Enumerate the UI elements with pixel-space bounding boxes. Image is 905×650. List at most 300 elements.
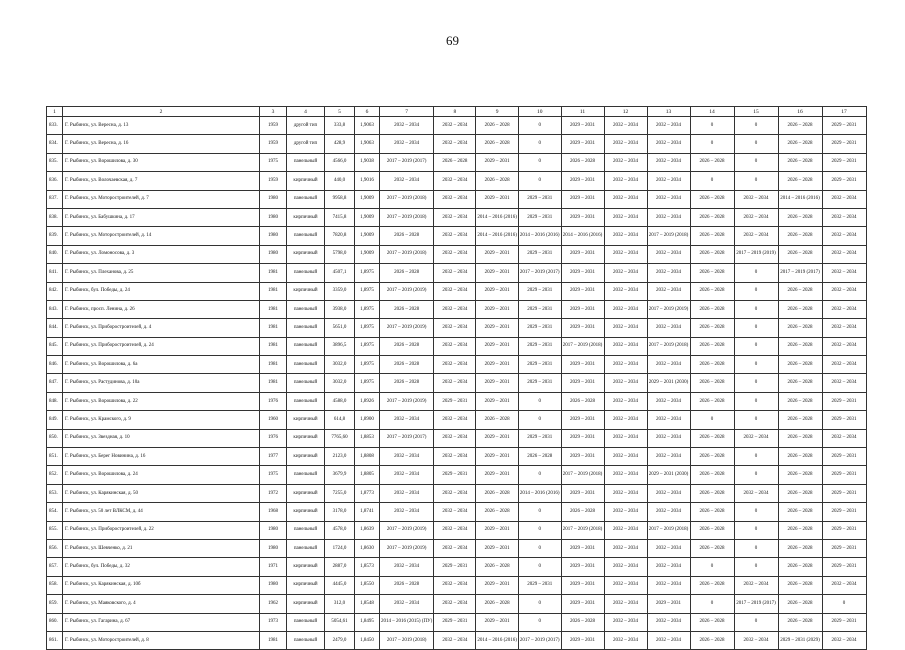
table-cell: 2032 – 2034 — [380, 448, 434, 466]
table-cell: 0 — [734, 539, 778, 557]
table-cell: 2026 – 2028 — [690, 503, 734, 521]
address-cell: Г. Рыбинск, ул. Вересна, д. 13 — [63, 117, 260, 135]
table-cell: 614,8 — [325, 411, 355, 429]
table-cell: 0 — [734, 264, 778, 282]
table-cell: 2032 – 2034 — [734, 576, 778, 594]
table-cell: панельный — [287, 227, 325, 245]
table-cell: 2032 – 2034 — [822, 337, 866, 355]
table-cell: 2032 – 2034 — [434, 227, 476, 245]
table-cell: кирпичный — [287, 411, 325, 429]
table-cell: 1,8975 — [355, 319, 380, 337]
table-cell: 2032 – 2034 — [647, 411, 690, 429]
column-header: 4 — [287, 107, 325, 117]
table-cell: 0 — [734, 135, 778, 153]
table-cell: 0 — [690, 558, 734, 576]
table-cell: панельный — [287, 319, 325, 337]
table-cell: 1,9063 — [355, 135, 380, 153]
table-cell: панельный — [287, 264, 325, 282]
table-cell: 1976 — [260, 392, 287, 410]
table-cell: 2029 – 2031 — [476, 282, 519, 300]
table-cell: 2032 – 2034 — [647, 319, 690, 337]
address-cell: Г. Рыбинск, бул. Победы, д. 24 — [63, 282, 260, 300]
row-number-cell: 841. — [47, 264, 63, 282]
table-cell: 2029 – 2031 — [476, 374, 519, 392]
table-cell: 2032 – 2034 — [434, 411, 476, 429]
column-header: 15 — [734, 107, 778, 117]
table-cell: 2029 – 2031 (2029) — [778, 631, 822, 649]
table-cell: 2029 – 2031 — [476, 613, 519, 631]
table-cell: 2029 – 2031 — [561, 595, 604, 613]
table-cell: панельный — [287, 337, 325, 355]
table-cell: 2026 – 2028 — [778, 484, 822, 502]
table-cell: 2029 – 2031 (2030) — [647, 466, 690, 484]
table-cell: 4507,1 — [325, 264, 355, 282]
table-cell: 2017 – 2019 (2018) — [380, 631, 434, 649]
table-cell: 2032 – 2034 — [434, 319, 476, 337]
row-number-cell: 839. — [47, 227, 63, 245]
table-cell: 2032 – 2034 — [647, 576, 690, 594]
address-cell: Г. Рыбинск, ул. Моторостроителей, д. 8 — [63, 631, 260, 649]
table-cell: 2026 – 2028 — [690, 613, 734, 631]
column-header: 13 — [647, 107, 690, 117]
table-cell: 2017 – 2019 (2019) — [647, 300, 690, 318]
table-cell: 3032,0 — [325, 374, 355, 392]
table-cell: 2032 – 2034 — [434, 356, 476, 374]
table-cell: 2029 – 2031 — [434, 392, 476, 410]
table-cell: 3938,0 — [325, 300, 355, 318]
table-cell: 2029 – 2031 — [476, 337, 519, 355]
table-row — [47, 245, 867, 263]
table-cell: 2026 – 2028 — [778, 300, 822, 318]
table-cell: 2032 – 2034 — [434, 208, 476, 226]
table-cell: 2026 – 2028 — [380, 337, 434, 355]
table-cell: 0 — [518, 135, 561, 153]
row-number-cell: 857. — [47, 558, 63, 576]
table-cell: 2026 – 2028 — [690, 448, 734, 466]
table-cell: 2026 – 2028 — [778, 356, 822, 374]
table-cell: 2032 – 2034 — [734, 631, 778, 649]
table-cell: 2026 – 2028 — [561, 153, 604, 171]
table-cell: 2029 – 2031 — [518, 374, 561, 392]
table-row — [47, 558, 867, 576]
table-cell: 2032 – 2034 — [604, 282, 647, 300]
table-cell: 2014 – 2016 (2016) — [778, 190, 822, 208]
table-row — [47, 172, 867, 190]
address-cell: Г. Рыбинск, ул. Моторостроителей, д. 7 — [63, 190, 260, 208]
table-cell: панельный — [287, 153, 325, 171]
table-cell: кирпичный — [287, 245, 325, 263]
table-cell: 2029 – 2031 — [561, 374, 604, 392]
table-cell: 2029 – 2031 (2030) — [647, 374, 690, 392]
table-cell: 0 — [518, 539, 561, 557]
table-cell: 2032 – 2034 — [822, 374, 866, 392]
table-cell: 1724,0 — [325, 539, 355, 557]
address-cell: Г. Рыбинск, ул. Моторостроителей, д. 14 — [63, 227, 260, 245]
table-cell: 333,8 — [325, 117, 355, 135]
table-cell: 2032 – 2034 — [434, 300, 476, 318]
table-cell: 0 — [518, 411, 561, 429]
table-cell: 2029 – 2031 — [822, 117, 866, 135]
table-cell: 2029 – 2031 — [518, 190, 561, 208]
table-cell: 0 — [734, 300, 778, 318]
table-row — [47, 190, 867, 208]
table-cell: 4588,0 — [325, 392, 355, 410]
table-cell: 1,8550 — [355, 576, 380, 594]
table-cell: 0 — [518, 466, 561, 484]
table-cell: 0 — [734, 172, 778, 190]
row-number-cell: 853. — [47, 484, 63, 502]
table-cell: 2017 – 2019 (2019) — [380, 539, 434, 557]
table-cell: 2017 – 2019 (2017) — [380, 429, 434, 447]
table-cell: 2026 – 2028 — [476, 172, 519, 190]
table-cell: 3896,5 — [325, 337, 355, 355]
table-cell: 4445,0 — [325, 576, 355, 594]
table-cell: 1981 — [260, 374, 287, 392]
table-cell: 2032 – 2034 — [647, 172, 690, 190]
table-cell: 2032 – 2034 — [822, 576, 866, 594]
table-cell: 7255,0 — [325, 484, 355, 502]
table-cell: 1980 — [260, 521, 287, 539]
table-cell: 2017 – 2019 (2019) — [380, 319, 434, 337]
table-cell: 2032 – 2034 — [380, 411, 434, 429]
table-cell: 1981 — [260, 264, 287, 282]
table-cell: 2032 – 2034 — [380, 558, 434, 576]
table-cell: 2032 – 2034 — [647, 503, 690, 521]
table-cell: 0 — [734, 392, 778, 410]
table-cell: кирпичный — [287, 503, 325, 521]
table-cell: 2029 – 2031 — [518, 356, 561, 374]
table-cell: 2032 – 2034 — [822, 356, 866, 374]
table-cell: 2026 – 2028 — [690, 245, 734, 263]
table-cell: 2026 – 2028 — [518, 448, 561, 466]
table-cell: 2032 – 2034 — [734, 208, 778, 226]
address-cell: Г. Рыбинск, ул. Ломоносова, д. 3 — [63, 245, 260, 263]
table-cell: 2029 – 2031 — [561, 245, 604, 263]
table-cell: 2017 – 2019 (2017) — [734, 595, 778, 613]
table-cell: 0 — [518, 172, 561, 190]
table-cell: 2026 – 2028 — [380, 300, 434, 318]
address-cell: Г. Рыбинск, ул. Карякинская, д. 10б — [63, 576, 260, 594]
table-cell: 1975 — [260, 153, 287, 171]
table-row — [47, 300, 867, 318]
table-cell: 2032 – 2034 — [604, 374, 647, 392]
table-cell: 0 — [734, 374, 778, 392]
table-cell: 3679,9 — [325, 466, 355, 484]
table-cell: 0 — [734, 337, 778, 355]
table-row — [47, 227, 867, 245]
table-cell: 2032 – 2034 — [604, 484, 647, 502]
table-cell: 2026 – 2028 — [690, 374, 734, 392]
table-cell: 1980 — [260, 539, 287, 557]
table-cell: 2032 – 2034 — [647, 282, 690, 300]
table-cell: 2032 – 2034 — [647, 153, 690, 171]
table-cell: 2032 – 2034 — [604, 337, 647, 355]
address-cell: Г. Рыбинск, ул. Бабушкина, д. 17 — [63, 208, 260, 226]
table-cell: 4566,0 — [325, 153, 355, 171]
table-cell: 0 — [734, 153, 778, 171]
row-number-cell: 837. — [47, 190, 63, 208]
column-header: 3 — [260, 107, 287, 117]
table-cell: 3178,0 — [325, 503, 355, 521]
table-cell: 1,8975 — [355, 356, 380, 374]
table-cell: 2017 – 2019 (2018) — [561, 521, 604, 539]
table-row — [47, 264, 867, 282]
row-number-cell: 850. — [47, 429, 63, 447]
row-number-cell: 849. — [47, 411, 63, 429]
table-cell: 2026 – 2028 — [778, 558, 822, 576]
table-row — [47, 282, 867, 300]
address-cell: Г. Рыбинск, ул. Берег Новинина, д. 16 — [63, 448, 260, 466]
table-cell: 2026 – 2028 — [690, 429, 734, 447]
table-cell: 2026 – 2028 — [690, 484, 734, 502]
table-cell: 2026 – 2028 — [690, 539, 734, 557]
table-cell: 1,8741 — [355, 503, 380, 521]
table-cell: 2026 – 2028 — [690, 337, 734, 355]
table-row — [47, 374, 867, 392]
table-cell: 2017 – 2019 (2017) — [380, 153, 434, 171]
table-cell: 2029 – 2031 — [476, 521, 519, 539]
table-cell: 2029 – 2031 — [822, 503, 866, 521]
table-cell: 1959 — [260, 117, 287, 135]
table-cell: 2032 – 2034 — [434, 631, 476, 649]
table-cell: 1,8808 — [355, 448, 380, 466]
table-cell: 2026 – 2028 — [778, 539, 822, 557]
table-cell: 2032 – 2034 — [604, 631, 647, 649]
table-cell: панельный — [287, 613, 325, 631]
table-cell: 2029 – 2031 — [561, 135, 604, 153]
column-header: 9 — [476, 107, 519, 117]
table-cell: кирпичный — [287, 282, 325, 300]
table-cell: 2032 – 2034 — [434, 595, 476, 613]
table-cell: 0 — [518, 613, 561, 631]
table-cell: 0 — [734, 503, 778, 521]
table-cell: 2017 – 2019 (2017) — [518, 264, 561, 282]
table-cell: 2029 – 2031 — [561, 411, 604, 429]
table-cell: 1,8495 — [355, 613, 380, 631]
table-cell: 2032 – 2034 — [604, 558, 647, 576]
table-cell: 2029 – 2031 — [561, 264, 604, 282]
table-cell: 2026 – 2028 — [476, 503, 519, 521]
address-cell: Г. Рыбинск, ул. Вересна, д. 16 — [63, 135, 260, 153]
table-cell: 2014 – 2016 (2016) — [476, 631, 519, 649]
table-cell: 5054,61 — [325, 613, 355, 631]
table-cell: 2029 – 2031 — [476, 153, 519, 171]
table-row — [47, 117, 867, 135]
table-cell: панельный — [287, 300, 325, 318]
table-cell: 2032 – 2034 — [822, 319, 866, 337]
table-cell: 2029 – 2031 — [822, 484, 866, 502]
table-cell: 2032 – 2034 — [434, 503, 476, 521]
table-cell: 2029 – 2031 — [518, 337, 561, 355]
address-cell: Г. Рыбинск, ул. Карякинская, д. 50 — [63, 484, 260, 502]
table-cell: 2032 – 2034 — [604, 153, 647, 171]
table-cell: 2017 – 2019 (2018) — [647, 521, 690, 539]
table-cell: 2026 – 2028 — [690, 264, 734, 282]
row-number-cell: 858. — [47, 576, 63, 594]
table-cell: 440,0 — [325, 172, 355, 190]
table-cell: 0 — [518, 521, 561, 539]
table-cell: 1972 — [260, 484, 287, 502]
table-cell: 0 — [518, 503, 561, 521]
table-cell: 2032 – 2034 — [647, 190, 690, 208]
row-number-cell: 855. — [47, 521, 63, 539]
table-cell: 2017 – 2019 (2019) — [380, 392, 434, 410]
header-row — [47, 107, 867, 117]
address-cell: Г. Рыбинск, ул. Приборостроителей, д. 24 — [63, 337, 260, 355]
table-cell: 2032 – 2034 — [734, 484, 778, 502]
row-number-cell: 861. — [47, 631, 63, 649]
table-cell: 2029 – 2031 — [561, 319, 604, 337]
table-cell: 2029 – 2031 — [561, 558, 604, 576]
table-row — [47, 466, 867, 484]
table-cell: 0 — [518, 153, 561, 171]
table-cell: 2032 – 2034 — [434, 172, 476, 190]
table-cell: 428,9 — [325, 135, 355, 153]
table-cell: 0 — [690, 117, 734, 135]
table-cell: 0 — [690, 411, 734, 429]
table-cell: 2026 – 2028 — [434, 153, 476, 171]
table-row — [47, 337, 867, 355]
table-cell: 2479,0 — [325, 631, 355, 649]
table-cell: 2032 – 2034 — [647, 631, 690, 649]
table-cell: 2026 – 2028 — [561, 613, 604, 631]
table-cell: 1962 — [260, 595, 287, 613]
table-cell: 2032 – 2034 — [434, 264, 476, 282]
address-cell: Г. Рыбинск, ул. Приборостроителей, д. 22 — [63, 521, 260, 539]
table-cell: 2029 – 2031 — [476, 576, 519, 594]
table-cell: 2032 – 2034 — [604, 208, 647, 226]
table-cell: 2032 – 2034 — [822, 300, 866, 318]
row-number-cell: 856. — [47, 539, 63, 557]
table-cell: кирпичный — [287, 558, 325, 576]
table-cell: 5651,0 — [325, 319, 355, 337]
table-cell: 0 — [690, 135, 734, 153]
table-cell: 2029 – 2031 — [561, 484, 604, 502]
table-cell: 2029 – 2031 — [561, 631, 604, 649]
table-cell: 2032 – 2034 — [604, 429, 647, 447]
table-cell: 0 — [734, 282, 778, 300]
table-cell: кирпичный — [287, 208, 325, 226]
column-header: 17 — [822, 107, 866, 117]
table-cell: 2029 – 2031 — [822, 411, 866, 429]
table-cell: 2026 – 2028 — [690, 208, 734, 226]
table-cell: 1,8975 — [355, 337, 380, 355]
table-cell: 2029 – 2031 — [822, 558, 866, 576]
address-cell: Г. Рыбинск, ул. Растудинова, д. 10а — [63, 374, 260, 392]
address-cell: Г. Рыбинск, ул. Ворошилова, д. 22 — [63, 392, 260, 410]
table-cell: 2026 – 2028 — [690, 282, 734, 300]
address-cell: Г. Рыбинск, ул. Ворошилова, д. 24 — [63, 466, 260, 484]
table-cell: 1981 — [260, 631, 287, 649]
table-cell: 2029 – 2031 — [518, 300, 561, 318]
table-cell: 2029 – 2031 — [561, 429, 604, 447]
table-cell: 2029 – 2031 — [561, 208, 604, 226]
table-cell: 2029 – 2031 — [476, 264, 519, 282]
table-cell: панельный — [287, 392, 325, 410]
column-header: 10 — [518, 107, 561, 117]
table-cell: 2029 – 2031 — [434, 558, 476, 576]
table-cell: 2029 – 2031 — [647, 595, 690, 613]
table-cell: 0 — [734, 613, 778, 631]
table-cell: 2026 – 2028 — [778, 429, 822, 447]
table-cell: 0 — [518, 595, 561, 613]
row-number-cell: 859. — [47, 595, 63, 613]
row-number-cell: 846. — [47, 356, 63, 374]
table-cell: 2032 – 2034 — [380, 484, 434, 502]
table-cell: 2026 – 2028 — [476, 595, 519, 613]
table-cell: 2032 – 2034 — [604, 117, 647, 135]
table-cell: 2029 – 2031 — [476, 190, 519, 208]
table-cell: 1,8450 — [355, 631, 380, 649]
table-cell: 2026 – 2028 — [778, 466, 822, 484]
table-cell: 2026 – 2028 — [778, 337, 822, 355]
table-cell: 2032 – 2034 — [647, 208, 690, 226]
table-cell: 2026 – 2028 — [380, 356, 434, 374]
table-cell: 2032 – 2034 — [604, 300, 647, 318]
table-cell: 2032 – 2034 — [734, 227, 778, 245]
row-number-cell: 854. — [47, 503, 63, 521]
table-cell: 2032 – 2034 — [434, 521, 476, 539]
table-cell: 2032 – 2034 — [434, 374, 476, 392]
table-cell: 2029 – 2031 — [476, 539, 519, 557]
table-cell: 2032 – 2034 — [647, 245, 690, 263]
table-cell: 1980 — [260, 576, 287, 594]
address-cell: Г. Рыбинск, ул. 50 лет ВЛКСМ, д. 44 — [63, 503, 260, 521]
table-cell: 0 — [734, 448, 778, 466]
table-cell: 2029 – 2031 — [434, 613, 476, 631]
table-cell: 1,8639 — [355, 521, 380, 539]
row-number-cell: 834. — [47, 135, 63, 153]
table-cell: 0 — [734, 117, 778, 135]
table-cell: 2032 – 2034 — [604, 411, 647, 429]
table-cell: кирпичный — [287, 448, 325, 466]
table-cell: другой тип — [287, 117, 325, 135]
table-cell: 2032 – 2034 — [434, 190, 476, 208]
table-cell: 0 — [734, 411, 778, 429]
table-cell: 2026 – 2028 — [778, 411, 822, 429]
table-cell: 2029 – 2031 — [476, 356, 519, 374]
table-row — [47, 135, 867, 153]
table-cell: 1959 — [260, 135, 287, 153]
table-cell: 2017 – 2019 (2018) — [647, 227, 690, 245]
table-cell: 2026 – 2028 — [690, 300, 734, 318]
row-number-cell: 843. — [47, 300, 63, 318]
table-cell: 0 — [822, 595, 866, 613]
table-cell: 2032 – 2034 — [380, 595, 434, 613]
table-cell: 2032 – 2034 — [434, 484, 476, 502]
table-cell: 2026 – 2028 — [476, 117, 519, 135]
table-cell: 2029 – 2031 — [822, 448, 866, 466]
column-header: 11 — [561, 107, 604, 117]
table-cell: 2032 – 2034 — [822, 227, 866, 245]
table-cell: 2026 – 2028 — [690, 521, 734, 539]
table-cell: 2032 – 2034 — [647, 392, 690, 410]
table-cell: 2017 – 2019 (2019) — [380, 282, 434, 300]
table-cell: 2029 – 2031 — [822, 539, 866, 557]
table-cell: 2026 – 2028 — [690, 392, 734, 410]
table-cell: 2032 – 2034 — [380, 135, 434, 153]
table-cell: 2032 – 2034 — [604, 172, 647, 190]
table-cell: 2032 – 2034 — [604, 264, 647, 282]
table-cell: 1981 — [260, 282, 287, 300]
row-number-cell: 842. — [47, 282, 63, 300]
table-row — [47, 521, 867, 539]
table-cell: 2017 – 2019 (2018) — [561, 337, 604, 355]
table-cell: 2032 – 2034 — [434, 282, 476, 300]
address-cell: Г. Рыбинск, просп. Ленина, д. 26 — [63, 300, 260, 318]
table-cell: 2029 – 2031 — [476, 300, 519, 318]
table-cell: 3359,0 — [325, 282, 355, 300]
